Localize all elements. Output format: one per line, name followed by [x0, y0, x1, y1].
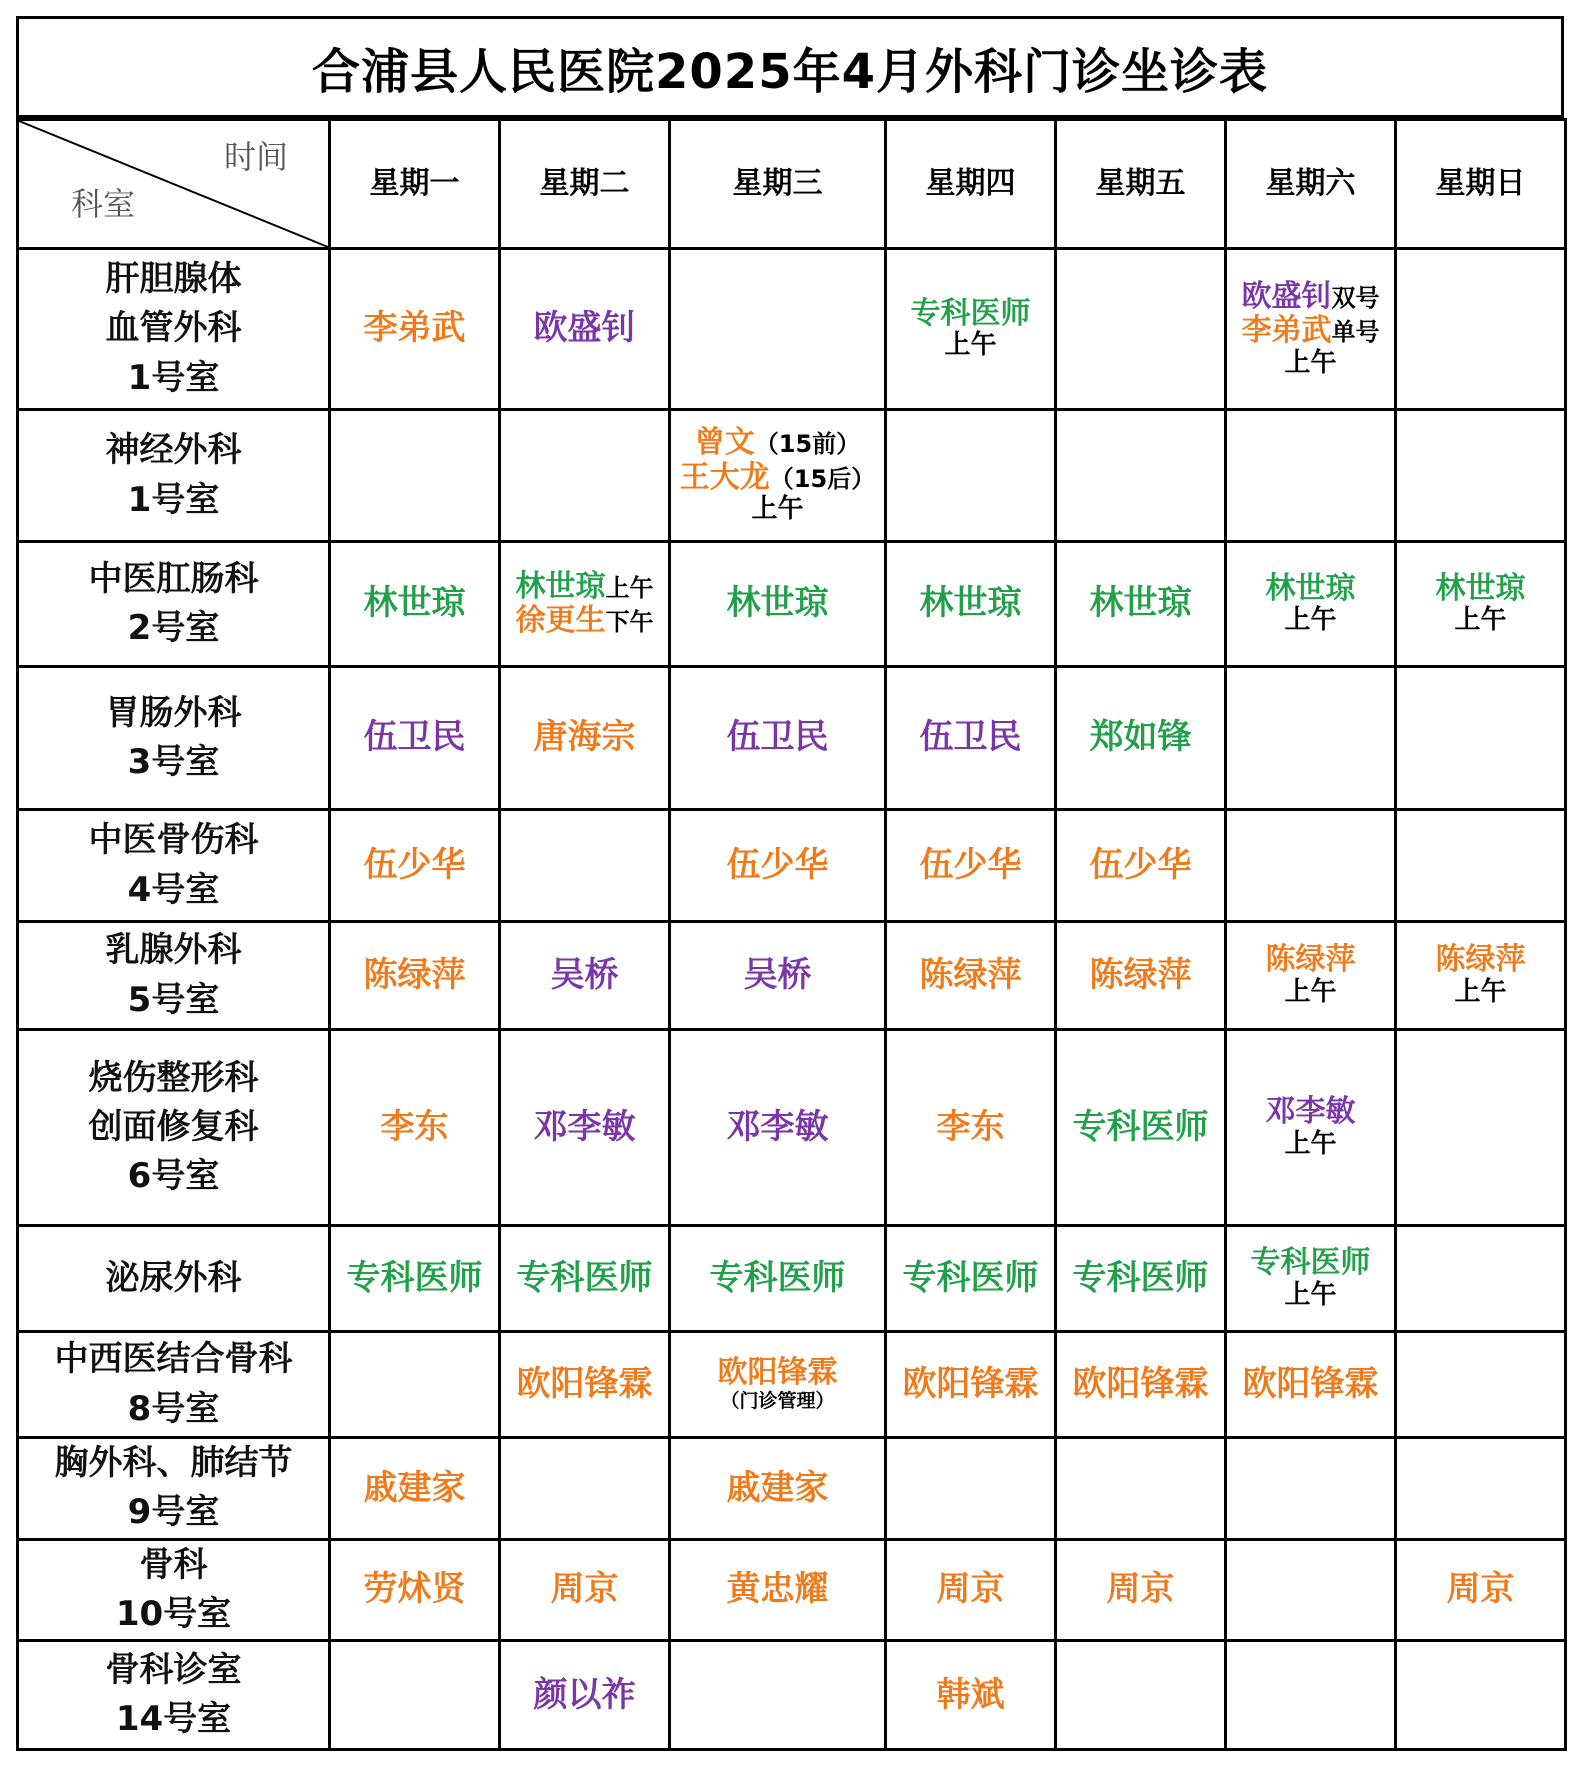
schedule-cell-wed: [670, 922, 886, 1030]
schedule-cell-fri: [1056, 1332, 1226, 1438]
doctor-name: 吴桥: [550, 954, 619, 995]
schedule-cell-fri: [1056, 542, 1226, 667]
cell-line: [501, 604, 668, 639]
cell-line: [887, 1570, 1054, 1609]
schedule-cell-mon: [330, 1641, 500, 1750]
department-label: 14号室: [115, 1699, 232, 1740]
schedule-cell-mon: [330, 1332, 500, 1438]
schedule-cell-sun: [1396, 1226, 1566, 1332]
schedule-row: [18, 1226, 1566, 1332]
cell-line: [331, 1469, 498, 1508]
doctor-name: 林世琼: [1265, 570, 1356, 606]
cell-line: [1057, 718, 1224, 757]
doctor-name: 邓李敏: [726, 1106, 829, 1147]
doctor-name: 陈绿萍: [1265, 942, 1356, 978]
schedule-cell-fri: [1056, 1641, 1226, 1750]
doctor-name: 陈绿萍: [1435, 942, 1526, 978]
department-label: 8号室: [127, 1388, 220, 1429]
cell-line: [1397, 606, 1564, 636]
schedule-cell-thu: [886, 1226, 1056, 1332]
cell-line: [671, 1391, 884, 1413]
doctor-name: 李东: [380, 1106, 449, 1147]
schedule-cell-tue: [500, 410, 670, 542]
schedule-cell-tue: [500, 1226, 670, 1332]
doctor-name: 伍卫民: [363, 717, 466, 758]
cell-line: [1057, 1365, 1224, 1404]
cell-line: [887, 846, 1054, 885]
doctor-name: 邓李敏: [533, 1106, 636, 1147]
schedule-cell-sat: [1226, 1438, 1396, 1540]
cell-line: [1227, 943, 1394, 978]
schedule-cell-sat: [1226, 922, 1396, 1030]
department-cell: [18, 922, 330, 1030]
doctor-name: 专科医师: [902, 1257, 1039, 1298]
schedule-cell-mon: [330, 249, 500, 410]
doctor-name: 林世琼: [919, 583, 1022, 624]
schedule-cell-mon: [330, 1226, 500, 1332]
department-label: 烧伤整形科: [88, 1057, 259, 1098]
doctor-name: 专科医师: [910, 295, 1031, 331]
cell-line: [501, 309, 668, 348]
cell-line: [671, 584, 884, 623]
schedule-cell-sun: [1396, 542, 1566, 667]
doctor-name: 专科医师: [1072, 1257, 1209, 1298]
schedule-cell-tue: [500, 1539, 670, 1641]
doctor-name: 郑如锋: [1089, 717, 1192, 758]
doctor-name: 王大龙: [679, 459, 770, 495]
department-label: 骨科诊室: [105, 1649, 242, 1690]
department-label: 胸外科、肺结节: [54, 1443, 293, 1483]
day-header-thu: 星期四: [886, 120, 1056, 249]
schedule-cell-sun: [1396, 1030, 1566, 1226]
doctor-name: 周京: [550, 1569, 619, 1610]
schedule-cell-fri: [1056, 667, 1226, 810]
session-label: 上午: [1284, 1128, 1337, 1159]
schedule-cell-mon: [330, 810, 500, 922]
schedule-cell-sat: [1226, 1539, 1396, 1641]
cell-line: [671, 718, 884, 757]
session-label: 上午: [1284, 1279, 1337, 1310]
schedule-cell-sat: [1226, 1332, 1396, 1438]
cell-line: [1227, 314, 1394, 349]
schedule-cell-thu: [886, 922, 1056, 1030]
schedule-cell-wed: [670, 1438, 886, 1540]
department-cell: [18, 1226, 330, 1332]
doctor-name: 黄忠耀: [726, 1569, 829, 1610]
doctor-name: 颜以祚: [533, 1674, 636, 1715]
schedule-cell-wed: [670, 1030, 886, 1226]
day-header-fri: 星期五: [1056, 120, 1226, 249]
cell-line: [331, 584, 498, 623]
schedule-row: [18, 1539, 1566, 1641]
session-label: 上午: [944, 330, 997, 361]
doctor-name: 周京: [936, 1569, 1005, 1610]
schedule-cell-thu: [886, 410, 1056, 542]
doctor-name: 曾文: [694, 425, 755, 461]
note-label: （门诊管理）: [720, 1389, 835, 1412]
schedule-frame: [16, 16, 1564, 1751]
doctor-name: 专科医师: [1072, 1106, 1209, 1147]
doctor-name: 邓李敏: [1265, 1094, 1356, 1130]
day-header-mon: 星期一: [330, 120, 500, 249]
schedule-cell-sun: [1396, 1641, 1566, 1750]
schedule-note: （15前）: [754, 430, 861, 459]
cell-line: [331, 1259, 498, 1298]
cell-line: [331, 309, 498, 348]
schedule-note: （15后）: [769, 464, 876, 493]
doctor-name: 欧阳锋霖: [902, 1363, 1039, 1404]
schedule-cell-sat: [1226, 1641, 1396, 1750]
cell-line: [1227, 978, 1394, 1008]
department-cell: [18, 1030, 330, 1226]
doctor-name: 伍少华: [1089, 844, 1192, 885]
schedule-cell-sat: [1226, 1030, 1396, 1226]
cell-line: [887, 297, 1054, 332]
schedule-cell-wed: [670, 542, 886, 667]
cell-line: [887, 1365, 1054, 1404]
cell-line: [887, 1676, 1054, 1715]
doctor-name: 陈绿萍: [363, 954, 466, 995]
schedule-cell-sun: [1396, 1539, 1566, 1641]
schedule-cell-tue: [500, 810, 670, 922]
schedule-cell-mon: [330, 542, 500, 667]
schedule-cell-tue: [500, 542, 670, 667]
cell-line: [671, 461, 884, 496]
doctor-name: 林世琼: [1089, 583, 1192, 624]
cell-line: [1057, 584, 1224, 623]
schedule-cell-tue: [500, 1438, 670, 1540]
cell-line: [1397, 943, 1564, 978]
schedule-cell-fri: [1056, 1030, 1226, 1226]
schedule-row: [18, 1641, 1566, 1750]
department-label: 肝胆腺体: [105, 259, 242, 300]
schedule-cell-sat: [1226, 810, 1396, 922]
department-label: 4号室: [127, 869, 220, 910]
department-label: 神经外科: [105, 430, 242, 471]
schedule-cell-sat: [1226, 542, 1396, 667]
doctor-name: 徐更生: [515, 603, 606, 638]
schedule-cell-tue: [500, 1641, 670, 1750]
department-cell: [18, 542, 330, 667]
cell-line: [671, 1570, 884, 1609]
cell-line: [671, 1259, 884, 1298]
department-label: 创面修复科: [88, 1106, 259, 1147]
schedule-row: [18, 667, 1566, 810]
schedule-cell-sun: [1396, 922, 1566, 1030]
doctor-name: 欧阳锋霖: [516, 1363, 653, 1404]
cell-line: [887, 331, 1054, 361]
doctor-name: 戚建家: [363, 1467, 466, 1508]
doctor-name: 戚建家: [726, 1467, 829, 1508]
cell-line: [331, 718, 498, 757]
schedule-row: [18, 1438, 1566, 1540]
schedule-cell-sun: [1396, 249, 1566, 410]
doctor-name: 专科医师: [1250, 1245, 1371, 1281]
department-label: 2号室: [127, 608, 220, 648]
department-cell: [18, 1539, 330, 1641]
schedule-cell-wed: [670, 1641, 886, 1750]
cell-line: [501, 1259, 668, 1298]
doctor-name: 欧盛钊: [1241, 278, 1332, 314]
cell-line: [501, 956, 668, 995]
department-cell: [18, 1332, 330, 1438]
cell-line: [501, 1108, 668, 1147]
schedule-note: 下午: [605, 608, 654, 636]
doctor-name: 周京: [1106, 1569, 1175, 1610]
schedule-cell-wed: [670, 1226, 886, 1332]
doctor-name: 专科医师: [346, 1257, 483, 1298]
schedule-cell-sat: [1226, 667, 1396, 810]
department-cell: [18, 249, 330, 410]
department-label: 中医骨伤科: [88, 820, 259, 861]
schedule-note: 单号: [1331, 318, 1380, 347]
cell-line: [887, 1259, 1054, 1298]
doctor-name: 欧阳锋霖: [717, 1355, 838, 1391]
doctor-name: 欧阳锋霖: [1242, 1363, 1379, 1404]
department-label: 5号室: [127, 979, 220, 1020]
department-label: 乳腺外科: [105, 930, 242, 971]
day-header-sun: 星期日: [1396, 120, 1566, 249]
schedule-cell-mon: [330, 410, 500, 542]
schedule-body: [18, 120, 1566, 1750]
schedule-cell-wed: [670, 810, 886, 922]
corner-time-label: 时间: [223, 138, 288, 176]
schedule-row: [18, 1030, 1566, 1226]
cell-line: [671, 426, 884, 461]
schedule-cell-wed: [670, 1539, 886, 1641]
doctor-name: 劳炢贤: [363, 1569, 466, 1610]
header-row: [18, 120, 1566, 249]
schedule-cell-thu: [886, 249, 1056, 410]
doctor-name: 李弟武: [363, 308, 466, 349]
corner-cell: [18, 120, 330, 249]
cell-line: [1397, 978, 1564, 1008]
cell-line: [1227, 349, 1394, 379]
schedule-cell-fri: [1056, 410, 1226, 542]
day-header-wed: 星期三: [670, 120, 886, 249]
schedule-cell-sun: [1396, 667, 1566, 810]
doctor-name: 陈绿萍: [1089, 954, 1192, 995]
department-label: 骨科: [139, 1544, 208, 1585]
doctor-name: 李弟武: [1241, 313, 1332, 349]
cell-line: [1057, 1570, 1224, 1609]
schedule-cell-sun: [1396, 810, 1566, 922]
schedule-cell-sun: [1396, 1332, 1566, 1438]
cell-line: [671, 1356, 884, 1391]
doctor-name: 韩斌: [936, 1674, 1005, 1715]
doctor-name: 伍卫民: [726, 717, 829, 758]
cell-line: [1227, 1365, 1394, 1404]
doctor-name: 欧盛钊: [533, 308, 636, 349]
cell-line: [671, 1469, 884, 1508]
schedule-cell-tue: [500, 1030, 670, 1226]
doctor-name: 李东: [936, 1106, 1005, 1147]
cell-line: [887, 956, 1054, 995]
schedule-row: [18, 410, 1566, 542]
department-label: 泌尿外科: [105, 1257, 242, 1298]
schedule-row: [18, 542, 1566, 667]
schedule-cell-sat: [1226, 1226, 1396, 1332]
doctor-name: 林世琼: [726, 583, 829, 624]
doctor-name: 唐海宗: [533, 717, 636, 758]
department-label: 血管外科: [105, 308, 242, 349]
schedule-cell-tue: [500, 667, 670, 810]
cell-line: [1227, 1246, 1394, 1281]
schedule-note: 上午: [605, 573, 654, 602]
cell-line: [501, 718, 668, 757]
schedule-cell-mon: [330, 922, 500, 1030]
schedule-cell-tue: [500, 249, 670, 410]
cell-line: [501, 570, 668, 605]
schedule-cell-thu: [886, 810, 1056, 922]
schedule-cell-wed: [670, 249, 886, 410]
doctor-name: 伍卫民: [919, 717, 1022, 758]
cell-line: [1397, 572, 1564, 607]
schedule-cell-tue: [500, 1332, 670, 1438]
cell-line: [887, 1108, 1054, 1147]
schedule-cell-thu: [886, 1332, 1056, 1438]
schedule-row: [18, 1332, 1566, 1438]
schedule-cell-wed: [670, 667, 886, 810]
schedule-note: 双号: [1331, 283, 1380, 312]
doctor-name: 林世琼: [363, 583, 466, 624]
page-title: 合浦县人民医院2025年4月外科门诊坐诊表: [16, 16, 1564, 118]
doctor-name: 欧阳锋霖: [1072, 1363, 1209, 1404]
cell-line: [671, 495, 884, 525]
doctor-name: 林世琼: [1435, 570, 1526, 606]
cell-line: [501, 1365, 668, 1404]
schedule-cell-sat: [1226, 249, 1396, 410]
schedule-row: [18, 249, 1566, 410]
department-label: 9号室: [127, 1492, 220, 1533]
schedule-cell-mon: [330, 1539, 500, 1641]
schedule-table: [16, 118, 1567, 1751]
department-label: 1号室: [127, 479, 220, 520]
cell-line: [1057, 846, 1224, 885]
doctor-name: 伍少华: [919, 844, 1022, 885]
cell-line: [887, 718, 1054, 757]
schedule-cell-thu: [886, 667, 1056, 810]
schedule-cell-fri: [1056, 249, 1226, 410]
doctor-name: 林世琼: [515, 568, 606, 604]
cell-line: [1057, 1259, 1224, 1298]
doctor-name: 专科医师: [516, 1257, 653, 1298]
schedule-cell-thu: [886, 1438, 1056, 1540]
doctor-name: 吴桥: [743, 954, 812, 995]
department-label: 中西医结合骨科: [54, 1339, 293, 1380]
schedule-cell-thu: [886, 1030, 1056, 1226]
cell-line: [671, 956, 884, 995]
schedule-cell-tue: [500, 922, 670, 1030]
schedule-cell-wed: [670, 410, 886, 542]
schedule-row: [18, 810, 1566, 922]
department-label: 胃肠外科: [105, 692, 242, 733]
cell-line: [501, 1676, 668, 1715]
cell-line: [331, 1108, 498, 1147]
cell-line: [331, 846, 498, 885]
cell-line: [671, 846, 884, 885]
schedule-row: [18, 922, 1566, 1030]
schedule-cell-fri: [1056, 1539, 1226, 1641]
department-cell: [18, 1641, 330, 1750]
department-label: 6号室: [127, 1156, 220, 1197]
session-label: 上午: [1454, 976, 1507, 1007]
schedule-cell-wed: [670, 1332, 886, 1438]
schedule-cell-fri: [1056, 1226, 1226, 1332]
department-label: 10号室: [115, 1593, 232, 1634]
cell-line: [1227, 1130, 1394, 1160]
department-label: 中医肛肠科: [88, 558, 259, 599]
day-header-sat: 星期六: [1226, 120, 1396, 249]
session-label: 上午: [751, 494, 804, 525]
day-header-tue: 星期二: [500, 120, 670, 249]
session-label: 上午: [1284, 605, 1337, 636]
doctor-name: 专科医师: [709, 1257, 846, 1298]
doctor-name: 陈绿萍: [919, 954, 1022, 995]
schedule-cell-thu: [886, 1539, 1056, 1641]
cell-line: [331, 956, 498, 995]
cell-line: [671, 1108, 884, 1147]
department-cell: [18, 410, 330, 542]
cell-line: [1397, 1570, 1564, 1609]
cell-line: [1227, 280, 1394, 315]
schedule-cell-mon: [330, 667, 500, 810]
department-label: 1号室: [127, 357, 220, 398]
corner-dept-label: 科室: [71, 185, 136, 224]
schedule-cell-sat: [1226, 410, 1396, 542]
schedule-cell-thu: [886, 1641, 1056, 1750]
cell-line: [1227, 572, 1394, 607]
schedule-cell-fri: [1056, 810, 1226, 922]
schedule-cell-mon: [330, 1030, 500, 1226]
schedule-cell-sun: [1396, 1438, 1566, 1540]
schedule-cell-sun: [1396, 410, 1566, 542]
session-label: 上午: [1284, 347, 1337, 378]
cell-line: [1057, 1108, 1224, 1147]
schedule-cell-thu: [886, 542, 1056, 667]
cell-line: [1227, 1095, 1394, 1130]
doctor-name: 周京: [1446, 1569, 1515, 1610]
schedule-cell-mon: [330, 1438, 500, 1540]
session-label: 上午: [1284, 976, 1337, 1007]
department-cell: [18, 810, 330, 922]
cell-line: [1227, 1281, 1394, 1311]
doctor-name: 伍少华: [726, 844, 829, 885]
cell-line: [331, 1570, 498, 1609]
department-label: 3号室: [127, 742, 220, 782]
department-cell: [18, 667, 330, 810]
session-label: 上午: [1454, 605, 1507, 636]
cell-line: [1057, 956, 1224, 995]
department-cell: [18, 1438, 330, 1540]
cell-line: [1227, 606, 1394, 636]
schedule-cell-fri: [1056, 1438, 1226, 1540]
schedule-cell-fri: [1056, 922, 1226, 1030]
doctor-name: 伍少华: [363, 844, 466, 885]
cell-line: [887, 584, 1054, 623]
cell-line: [501, 1570, 668, 1609]
